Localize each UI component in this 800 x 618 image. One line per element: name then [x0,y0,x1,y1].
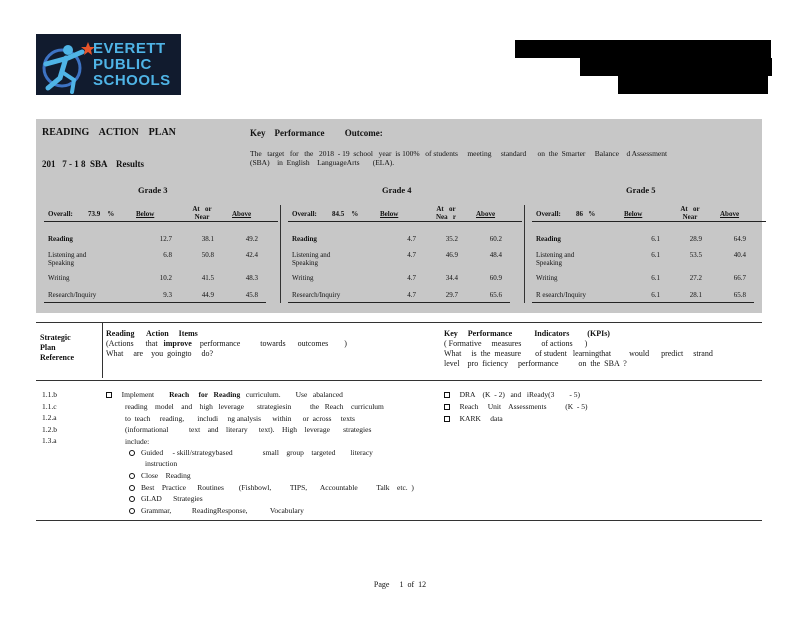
target-line-1: The target for the 2018 - 19 school year is 100% of students meeting standard on the Smarter Balance d Assessment [250,149,668,158]
header-rule [532,221,766,222]
subtitle-part-c: performance towards outcomes ) [191,339,347,348]
strategic-ref: 1.2.a [42,413,57,422]
cell-below: 12.7 [159,235,172,243]
grade-block-3 [44,185,278,305]
cell-near: 29.7 [445,291,458,299]
kpi-subtitle: ( Formative measures of actions ) [444,339,588,348]
target-line-2: (SBA) in English LanguageArts (ELA). [250,158,395,167]
plan-title: READING ACTION PLAN [42,127,176,138]
col-above: Above [476,210,496,218]
cell-below: 4.7 [407,251,416,259]
cell-near: 50.8 [201,251,214,259]
subtitle-part-a: (Actions that [106,339,164,348]
kpi-text: KARK data [459,414,503,423]
results-subtitle: 201 7 - 1 8 SBA Results [42,159,145,169]
sub-bullet-item [129,505,304,517]
sub-bullet-item [129,447,373,459]
row-label: Listening and Speaking [48,251,87,267]
logo-line-1: EVERETT [93,40,166,57]
grade-title: Grade 3 [138,185,168,195]
cell-near: 46.9 [445,251,458,259]
square-bullet-icon [444,404,450,410]
subtitle-improve: improve [163,339,192,348]
col-near: At or Near [192,205,212,221]
cell-near: 35.2 [445,235,458,243]
grade-block-4 [288,185,522,305]
logo-line-3: SCHOOLS [93,72,171,89]
col-near: At or Nea r [435,205,457,221]
grade-block-5 [532,185,766,305]
cell-near: 41.5 [201,274,214,282]
redaction-block-1 [515,40,771,58]
sub-bullet-text: GLAD Strategies [141,494,203,503]
cell-above: 66.7 [733,274,746,282]
runner-emblem-icon [38,38,94,94]
kpi-question-1: What is the measure of student learningthat would predict strand [444,349,713,358]
circle-bullet-icon [129,473,135,479]
sub-bullet-item [129,470,191,482]
col-ref-line-1: Strategic [40,333,71,342]
grade-bottom-rule [44,302,266,303]
row-label: R esearch/Inquiry [536,291,586,299]
intro-part-a: Implement [121,390,170,399]
row-label: Reading [292,235,317,243]
cell-above: 48.4 [489,251,502,259]
strategic-ref: 1.3.a [42,436,57,445]
header-rule [288,221,522,222]
col-ref-line-3: Reference [40,353,75,362]
kpi-text: DRA (K - 2) and iReady(3 - 5) [459,390,581,399]
col-above: Above [720,210,740,218]
square-bullet-icon [444,392,450,398]
cell-near: 44.9 [201,291,214,299]
row-label: Writing [536,274,558,282]
col-near: At or Near [680,205,700,221]
sba-results-panel [36,119,762,313]
header-rule [44,221,278,222]
cell-above: 60.9 [489,274,502,282]
overall-value: 73.9 % [88,210,115,218]
row-label: Research/Inquiry [292,291,341,299]
sub-bullet-item [129,493,203,505]
strategic-ref: 1.2.b [42,424,57,434]
overall-value: 84.5 % [332,210,359,218]
grade-divider [524,205,525,303]
overall-value: 86 % [576,210,596,218]
row-label: Listening and Speaking [536,251,575,267]
intro-program-name: Reach for Reading [169,390,241,399]
action-items-title: Reading Action Items [106,329,198,338]
action-item-line: to teach reading, includi ng analysis within or across texts [125,413,355,423]
cell-below: 6.8 [163,251,172,259]
action-item-line: reading model and high leverage strategiesin the Reach curriculum [125,402,384,411]
cell-above: 49.2 [245,235,258,243]
cell-above: 65.8 [733,291,746,299]
action-items-subtitle [106,339,347,349]
kpi-text: Reach Unit Assessments (K - 5) [459,402,588,411]
cell-below: 9.3 [163,291,172,299]
overall-label: Overall: [536,210,561,218]
col-below: Below [624,210,643,218]
row-label: Writing [292,274,314,282]
row-label: Reading [48,235,73,243]
col-below: Below [380,210,399,218]
kpi-title: Key Performance Indicators (KPIs) [444,329,610,338]
kpi-item [444,413,503,425]
action-item-intro [106,389,343,401]
sub-bullet-continuation: instruction [145,459,178,468]
square-bullet-icon [106,392,112,398]
sub-bullet-text: Guided - skill/strategybased small group targeted literacy [141,448,373,457]
cell-above: 40.4 [733,251,746,259]
cell-below: 4.7 [407,235,416,243]
col-below: Below [136,210,155,218]
cell-below: 4.7 [407,291,416,299]
row-label: Listening and Speaking [292,251,331,267]
cell-above: 60.2 [489,235,502,243]
cell-near: 28.9 [689,235,702,243]
col-above: Above [232,210,252,218]
circle-bullet-icon [129,496,135,502]
redaction-block-3 [618,76,768,94]
grade-bottom-rule [532,302,754,303]
district-logo [36,34,181,95]
action-items-question: What are you goingto do? [106,349,214,358]
circle-bullet-icon [129,485,135,491]
sub-bullet-text: Close Reading [141,471,191,480]
section-top-rule [36,322,762,323]
kpi-question-2: level pro ficiency performance on the SBA ? [444,359,627,368]
cell-near: 27.2 [689,274,702,282]
row-label: Writing [48,274,70,282]
cell-above: 45.8 [245,291,258,299]
action-item-line: (informational text and literary text). High leverage strategies [125,425,372,434]
grade-bottom-rule [288,302,510,303]
cell-above: 64.9 [733,235,746,243]
cell-near: 28.1 [689,291,702,299]
sub-bullet-text: Best Practice Routines (Fishbowl, TIPS, Accountable Talk etc. ) [141,483,414,492]
cell-below: 6.1 [651,274,660,282]
cell-above: 42.4 [245,251,258,259]
grade-divider [280,205,281,303]
action-item-line: include: [125,436,150,446]
kpo-label: Key Performance Outcome: [250,128,383,138]
circle-bullet-icon [129,450,135,456]
redaction-block-2 [580,58,772,76]
kpi-item [444,401,588,413]
cell-below: 6.1 [651,291,660,299]
grade-title: Grade 5 [626,185,656,195]
cell-below: 6.1 [651,235,660,243]
kpi-item [444,389,580,401]
overall-label: Overall: [292,210,317,218]
action-items-header [36,325,762,380]
cell-below: 10.2 [159,274,172,282]
cell-above: 48.3 [245,274,258,282]
page-number: Page 1 of 12 [373,580,427,589]
sub-bullet-item [129,482,414,494]
cell-near: 38.1 [201,235,214,243]
header-bottom-rule [36,380,762,381]
strategic-ref: 1.1.b [42,390,57,399]
cell-near: 53.5 [689,251,702,259]
row-label: Reading [536,235,561,243]
circle-bullet-icon [129,508,135,514]
row-label: Research/Inquiry [48,291,97,299]
section-bottom-rule [36,520,762,521]
strategic-ref: 1.1.c [42,401,57,411]
square-bullet-icon [444,416,450,422]
overall-label: Overall: [48,210,73,218]
cell-near: 34.4 [445,274,458,282]
sub-bullet-text: Grammar, ReadingResponse, Vocabulary [141,506,304,515]
cell-below: 6.1 [651,251,660,259]
grade-title: Grade 4 [382,185,412,195]
intro-part-c: curriculum. Use abalanced [240,390,343,399]
cell-above: 65.6 [489,291,502,299]
col-ref-line-2: Plan [40,343,56,352]
cell-below: 4.7 [407,274,416,282]
header-divider-1 [102,323,103,378]
logo-line-2: PUBLIC [93,56,152,73]
